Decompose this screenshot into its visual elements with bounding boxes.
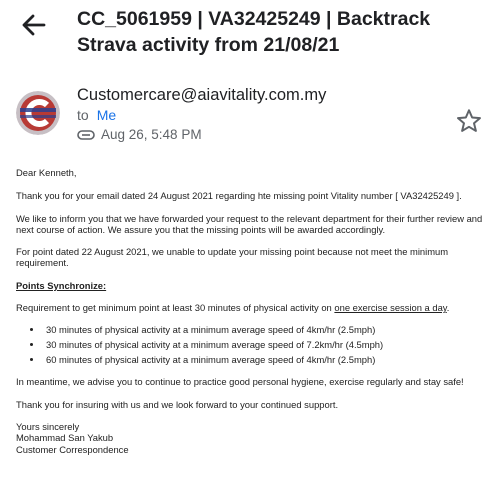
paragraph-4: In meantime, we advise you to continue to practice good personal hygiene, exercise regularly and stay safe! [16, 376, 464, 388]
email-body [16, 167, 488, 455]
sent-date: Aug 26, 5:48 PM [101, 127, 202, 142]
requirement-list [16, 324, 488, 365]
sign-name: Mohammad San Yakub [16, 432, 114, 444]
link-icon [77, 130, 95, 140]
sign-department: Customer Correspondence [16, 443, 129, 455]
list-item: • 60 minutes of physical activity at a minimum average speed of 4km/hr (2.5mph) [43, 354, 488, 365]
date-line [77, 127, 202, 142]
arrow-back-icon [20, 13, 46, 37]
list-item: • 30 minutes of physical activity at a minimum average speed of 4km/hr (2.5mph) [43, 324, 488, 335]
signature [16, 421, 488, 455]
paragraph-2: We like to inform you that we have forwarded your request to the relevant department for their further review and next course of action. We assure you that the missing points will be awarded accordingly. [16, 212, 483, 235]
recipient-name[interactable]: Me [96, 107, 117, 123]
sign-off: Yours sincerely [16, 421, 80, 433]
sender-email: Customercare@aiavitality.com.my [77, 86, 327, 104]
points-heading: Points Synchronize: [16, 279, 107, 291]
requirement-underline: one exercise session a day [334, 302, 447, 314]
paragraph-1: Thank you for your email dated 24 August 2021 regarding hte missing point Vitality number [ VA32425249 ]. [16, 190, 462, 202]
star-outline-icon [455, 107, 483, 135]
to-label: to [77, 107, 89, 123]
back-button[interactable] [18, 10, 48, 40]
recipient-line[interactable] [77, 107, 116, 123]
sender-avatar[interactable] [16, 91, 60, 135]
star-button[interactable] [455, 107, 483, 135]
requirement-paragraph [16, 302, 488, 313]
paragraph-3: For point dated 22 August 2021, we unable to update your missing point because not meet the minimum requirement. [16, 246, 449, 269]
greeting: Dear Kenneth, [16, 167, 77, 178]
requirement-suffix: . [446, 302, 450, 314]
email-subject: CC_5061959 | VA32425249 | Backtrack Strava activity from 21/08/21 [77, 8, 431, 56]
list-item: • 30 minutes of physical activity at a minimum average speed of 7.2km/hr (4.5mph) [43, 339, 488, 350]
paragraph-5: Thank you for insuring with us and we look forward to your continued support. [16, 398, 339, 410]
requirement-text: Requirement to get minimum point at least 30 minutes of physical activity on [16, 302, 335, 314]
